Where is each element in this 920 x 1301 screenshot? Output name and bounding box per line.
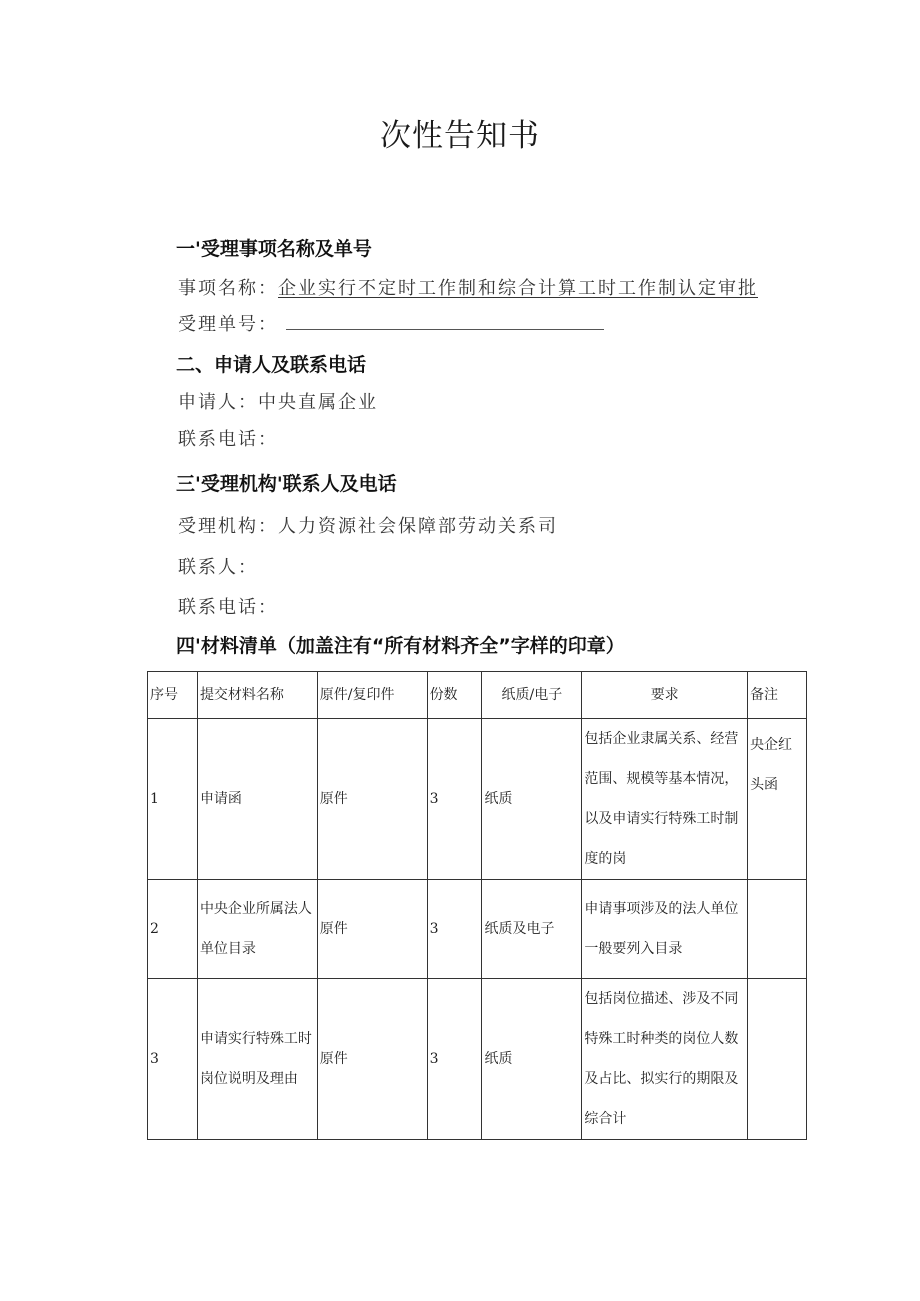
item-number-label: 受理单号： bbox=[178, 314, 278, 335]
table-header-row bbox=[148, 672, 807, 719]
item-name-label: 事项名称： bbox=[178, 278, 278, 299]
applicant-value: 中央直属企业 bbox=[258, 392, 378, 413]
row-requirement: 申请事项涉及的法人单位一般要列入目录 bbox=[582, 880, 748, 979]
row-no: 3 bbox=[148, 979, 198, 1140]
item-name-line bbox=[178, 274, 758, 300]
header-copies: 份数 bbox=[427, 672, 482, 719]
table-row bbox=[148, 719, 807, 880]
row-copies: 3 bbox=[427, 719, 482, 880]
agency-contact-line bbox=[178, 553, 258, 579]
row-name: 申请函 bbox=[197, 719, 317, 880]
row-name: 中央企业所属法人单位目录 bbox=[197, 880, 317, 979]
row-copies: 3 bbox=[427, 880, 482, 979]
row-name: 申请实行特殊工时岗位说明及理由 bbox=[197, 979, 317, 1140]
header-note: 备注 bbox=[748, 672, 807, 719]
row-original: 原件 bbox=[317, 719, 427, 880]
header-original: 原件/复印件 bbox=[317, 672, 427, 719]
item-number-blank bbox=[286, 315, 604, 330]
item-name-value: 企业实行不定时工作制和综合计算工时工作制认定审批 bbox=[278, 278, 758, 299]
header-medium: 纸质/电子 bbox=[482, 672, 582, 719]
section-heading-1: 一'受理事项名称及单号 bbox=[176, 238, 372, 260]
agency-phone-line bbox=[178, 593, 278, 619]
materials-table bbox=[147, 671, 807, 1140]
section-heading-2: 二、申请人及联系电话 bbox=[176, 354, 367, 376]
row-note bbox=[748, 880, 807, 979]
applicant-phone-line bbox=[178, 425, 278, 451]
row-original: 原件 bbox=[317, 979, 427, 1140]
document-title: 次性告知书 bbox=[380, 118, 540, 154]
row-note bbox=[748, 979, 807, 1140]
agency-value: 人力资源社会保障部劳动关系司 bbox=[278, 516, 558, 537]
agency-label: 受理机构： bbox=[178, 516, 278, 537]
table-row bbox=[148, 880, 807, 979]
item-number-line bbox=[178, 310, 604, 336]
applicant-label: 申请人： bbox=[178, 392, 258, 413]
row-medium: 纸质 bbox=[482, 979, 582, 1140]
header-name: 提交材料名称 bbox=[197, 672, 317, 719]
applicant-line bbox=[178, 388, 378, 414]
agency-line bbox=[178, 512, 558, 538]
row-copies: 3 bbox=[427, 979, 482, 1140]
section-heading-4: 四'材料清单（加盖注有“所有材料齐全”字样的印章） bbox=[176, 635, 625, 657]
row-note: 央企红头函 bbox=[750, 737, 793, 793]
row-requirement: 包括企业隶属关系、经营范围、规模等基本情况，以及申请实行特殊工时制度的岗 bbox=[582, 719, 748, 880]
row-note-cell bbox=[748, 719, 807, 880]
applicant-phone-label: 联系电话： bbox=[178, 429, 278, 450]
row-medium: 纸质 bbox=[482, 719, 582, 880]
row-no: 2 bbox=[148, 880, 198, 979]
header-no: 序号 bbox=[148, 672, 198, 719]
row-medium: 纸质及电子 bbox=[482, 880, 582, 979]
row-original: 原件 bbox=[317, 880, 427, 979]
row-no: 1 bbox=[148, 719, 198, 880]
table-row bbox=[148, 979, 807, 1140]
section-heading-3: 三'受理机构'联系人及电话 bbox=[176, 473, 397, 495]
row-requirement: 包括岗位描述、涉及不同特殊工时种类的岗位人数及占比、拟实行的期限及综合计 bbox=[582, 979, 748, 1140]
agency-contact-label: 联系人： bbox=[178, 557, 258, 578]
agency-phone-label: 联系电话： bbox=[178, 597, 278, 618]
header-requirement: 要求 bbox=[582, 672, 748, 719]
